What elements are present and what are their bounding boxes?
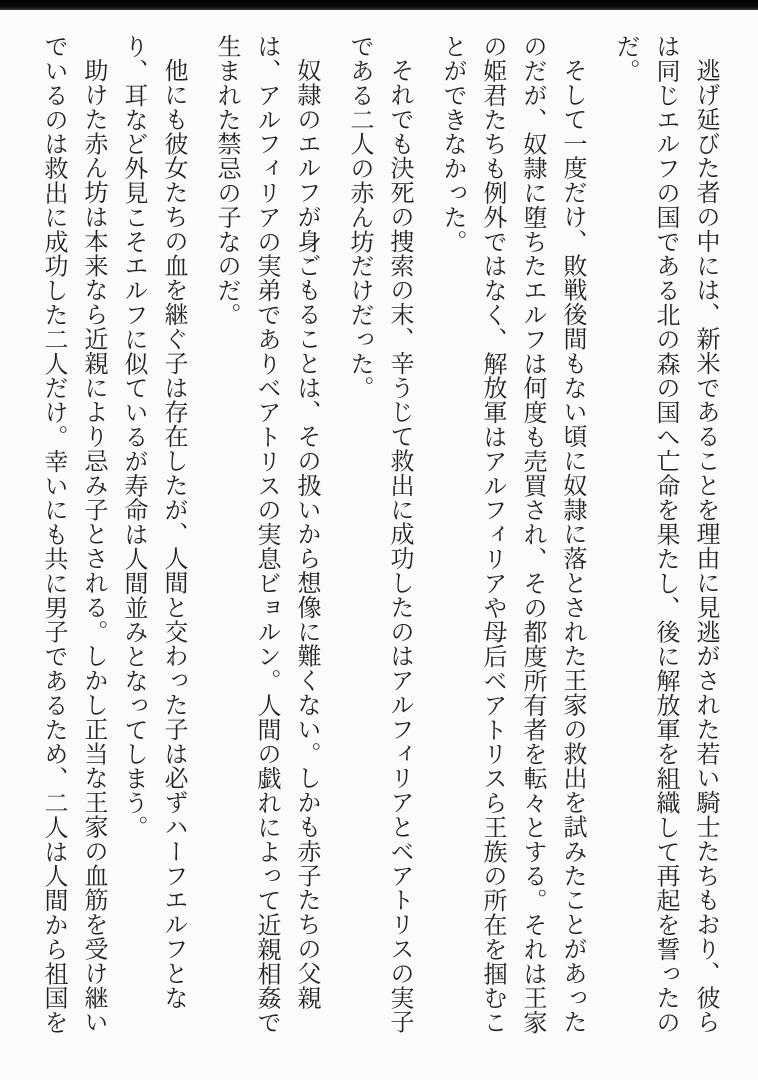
paragraph: 他にも彼女たちの血を継ぐ子は存在したが、人間と交わった子は必ずハーフエルフとなり、耳など外見こそエルフに似ているが寿命は人間並みとなってしまう。: [120, 34, 188, 1010]
scan-edge-bar: [0, 0, 758, 10]
paragraph: そして一度だけ、敗戦後間もない頃に奴隷に落とされた王家の救出を試みたことがあったのだが、奴隷に堕ちたエルフは何度も売買され、その都度所有者を転々とする。それは王家の姫君たちも例外ではなく、解放軍はアルフィリアや母后ベアトリスら王族の所在を掴むことができなかった。: [439, 34, 587, 1035]
paragraph: 助けた赤ん坊は本来なら近親により忌み子とされる。しかし正当な王家の血筋を受け継いでいるのは救出に成功した二人だけ。幸いにも共に男子であるため、二人は人間から祖国を: [40, 34, 108, 1035]
paragraph: 逃げ延びた者の中には、新米であることを理由に見逃がされた若い騎士たちもおり、彼らは同じエルフの国である北の森の国へ亡命を果たし、後に解放軍を組織して再起を誓ったのだ。: [612, 34, 720, 1035]
paragraph: それでも決死の捜索の末、辛うじて救出に成功したのはアルフィリアとベアトリスの実子である二人の赤ん坊だけだった。: [346, 34, 414, 1034]
vertical-text-block: [34, 34, 726, 1036]
paragraph: 奴隷のエルフが身ごもることは、その扱いから想像に難くない。しかも赤子たちの父親は、アルフィリアの実弟でありベアトリスの実息ビョルン。人間の戯れによって近親相姦で生まれた禁忌の子なのだ。: [213, 34, 321, 1035]
